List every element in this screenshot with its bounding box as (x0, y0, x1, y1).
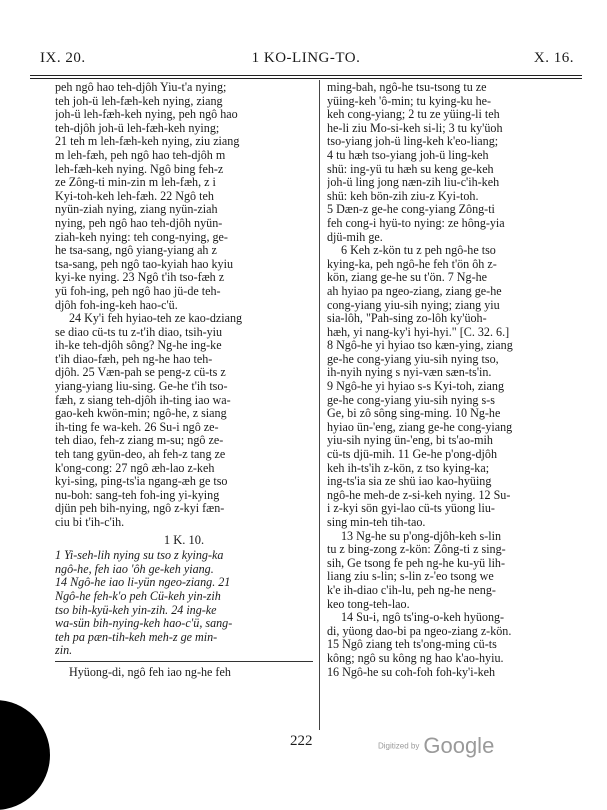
text-line: yüing-keh 'ô-min; tu kying-ku he- (327, 93, 492, 108)
text-line: se diao cü-ts tu z-t'ih diao, tsih-yiu (55, 324, 223, 339)
text-line: teh joh-ü leh-fæh-keh nying, ziang (55, 93, 223, 108)
header-book-title: 1 KO-LING-TO. (251, 50, 361, 66)
text-line: teh tang gyün-deo, ah feh-z tang ze (55, 447, 226, 462)
text-line: nying, peh ngô hao teh-djôh nyün- (55, 215, 223, 230)
page-number: 222 (290, 733, 313, 749)
text-line: yiang-yiang liu-sing. Ge-he t'ih tso- (55, 379, 228, 394)
text-line: fæh, z siang teh-djôh ih-ting iao wa- (55, 392, 231, 407)
text-line: ing-ts'ia sia ze shü iao kao-hyüing (327, 474, 492, 489)
text-line: he-li ziu Mo-si-keh si-li; 3 tu ky'üoh (327, 120, 503, 135)
header-left-reference: IX. 20. (40, 50, 86, 66)
text-line: ah hyiao pa ngeo-ziang, ziang ge-he (327, 283, 502, 298)
text-line: ih-nyih nying s nyi-væn sæn-ts'in. (327, 365, 492, 380)
text-line: yü foh-ing, peh ngô hao jü-de teh- (55, 283, 221, 298)
text-line: leh-fæh-keh nying. Ngô bing feh-z (55, 161, 224, 176)
running-header (30, 50, 582, 72)
text-line: kyi-ke nying. 23 Ngô t'ih tso-fæh z (55, 270, 225, 285)
text-line: Ge, bi zô sông sing-ming. 10 Ng-he (327, 406, 501, 421)
text-line: cü-ts djü-mih. 11 Ge-he p'ong-djôh (327, 447, 498, 462)
text-line: t'ih diao-fæh, peh ng-he hao teh- (55, 351, 213, 366)
header-right-reference: X. 16. (533, 50, 574, 66)
text-line: 24 Ky'i feh hyiao-teh ze kao-dziang (69, 311, 243, 326)
left-body-text (55, 81, 313, 530)
text-line: nyün-ziah nying, ziang nyün-ziah (55, 202, 218, 217)
text-line: nu-boh: sang-teh foh-ing yi-kying (55, 487, 220, 502)
text-line: cong-yiang yiu-sih nying; ziang yiu (327, 297, 500, 312)
text-line: djü-mih ge. (327, 229, 383, 244)
text-line: djôh foh-ing-keh hao-c'ü. (55, 297, 178, 312)
text-line: 9 Ngô-he yi hyiao s-s Kyi-toh, ziang (327, 379, 505, 394)
text-line: keh cong-yiang; 2 tu ze yüing-li teh (327, 107, 500, 122)
text-line: he tsa-sang, ngô yiang-yiang ah z (55, 243, 217, 258)
text-line: gao-keh kwön-min; ngô-he, z siang (55, 406, 227, 421)
text-line: ciu bi t'ih-c'ih. (55, 515, 125, 529)
text-line: tu z bing-zong z-kön: Zông-ti z sing- (327, 542, 506, 557)
text-line: hyiao ün-'eng, ziang ge-he cong-yiang (327, 419, 513, 434)
summary-line: 14 Ngô-he iao li-yün ngeo-ziang. 21 (55, 575, 231, 590)
text-line: feh cong-i hyü-to nying: ze hông-yia (327, 215, 505, 230)
text-line: joh-ü ling jong næn-zih liu-c'ih-keh (327, 175, 500, 190)
chapter-summary (55, 549, 313, 658)
text-line: i z-kyi sön gyi-lao cü-ts yüong liu- (327, 501, 495, 516)
text-line: k'e ih-diao c'ih-lu, peh ng-he neng- (327, 582, 496, 597)
text-line: ge-he cong-yiang yiu-sih nying tso, (327, 351, 499, 366)
summary-line: zin. (55, 643, 73, 658)
text-line: sia-lôh, "Pah-sing zo-lôh ky'üoh- (327, 311, 487, 326)
text-line: keo tong-teh-lao. (327, 596, 410, 611)
text-line: sih, Ge tsong fe peh ng-he ku-yü lih- (327, 555, 506, 570)
text-line: 5 Dæn-z ge-he cong-yiang Zông-ti (327, 202, 495, 217)
text-line: shü: keh bön-zih ziu-z Kyi-toh. (327, 188, 479, 203)
summary-line: 1 Yi-seh-lih nying su tso z kying-ka (55, 548, 224, 563)
text-line: sing min-teh tih-tao. (327, 515, 426, 529)
text-line: kyi-sing, ping-ts'ia ngang-æh ge tso (55, 474, 228, 489)
text-line: 21 teh m leh-fæh-keh nying, ziu ziang (55, 134, 240, 149)
text-line: joh-ü leh-fæh-keh nying, peh ngô hao (55, 107, 238, 122)
text-line: keh ih-ts'ih z-kön, z tso kying-ka; (327, 460, 490, 475)
text-line: ih-ting fe wa-keh. 26 Su-i ngô ze- (55, 419, 219, 434)
text-line: Hyüong-di, ngô feh iao ng-he feh (69, 664, 231, 679)
text-line: ziah-keh nying: teh cong-nying, ge- (55, 229, 228, 244)
text-line: ih-ke teh-djôh sông? Ng-he ing-ke (55, 338, 222, 353)
text-line: 14 Su-i, ngô ts'ing-o-keh hyüong- (341, 610, 505, 625)
chapter-heading: 1 K. 10. (163, 532, 205, 547)
text-line: teh diao, feh-z ziang m-su; ngô ze- (55, 433, 224, 448)
text-line: shü: ing-yü tu hæh su keng ge-keh (327, 161, 494, 176)
text-line: kông; ngô su kông ng hao k'ao-hyiu. (327, 650, 504, 665)
text-line: 8 Ngô-he yi hyiao tso kæn-ying, ziang (327, 338, 513, 353)
text-line: kön, ziang ge-he su t'ön. 7 Ng-he (327, 270, 488, 285)
text-line: djün peh bih-nying, ngô z-kyi fæn- (55, 501, 225, 516)
text-line: 15 Ngô ziang teh ts'ong-ming cü-ts (327, 637, 497, 652)
right-column (327, 81, 579, 679)
text-line: k'ong-cong: 27 ngô æh-lao z-keh (55, 460, 215, 475)
text-line: di, yüong dao-bi pa ngeo-ziang z-kön. (327, 623, 512, 638)
text-line: yiu-sih nying ün-'eng, bi ts'ao-mih (327, 433, 493, 448)
summary-line: teh pa pæn-tih-keh meh-z ge min- (55, 629, 218, 644)
text-line: liang ziu s-lin; s-lin z-'eo tsong we (327, 569, 494, 584)
left-column (55, 81, 313, 680)
google-logo-text: Google (423, 733, 495, 758)
text-line: 13 Ng-he su p'ong-djôh-keh s-lin (341, 528, 502, 543)
summary-rule (55, 661, 313, 662)
text-line: tso-yiang joh-ü ling-keh k'eo-liang; (327, 134, 499, 149)
text-line: hæh, yi nang-ky'i hyi-hyi." [C. 32. 6.] (327, 324, 510, 339)
text-line: tsa-sang, peh ngô tao-kyiah hao kyiu (55, 256, 234, 271)
text-line: ming-bah, ngô-he tsu-tsong tu ze (327, 81, 487, 94)
watermark-prefix: Digitized by (378, 741, 420, 751)
text-line: Kyi-toh-keh leh-fæh. 22 Ngô teh (55, 188, 214, 203)
text-line: 4 tu hæh tso-yiang joh-ü ling-keh (327, 147, 489, 162)
text-line: ge-he cong-yiang yiu-sih nying s-s (327, 392, 495, 407)
text-line: m leh-fæh, peh ngô hao teh-djôh m (55, 147, 226, 162)
text-line: teh-djôh joh-ü leh-fæh-keh nying; (55, 120, 220, 135)
column-divider (319, 80, 320, 730)
header-rule-double (30, 78, 582, 79)
header-rule (30, 75, 582, 76)
text-line: peh ngô hao teh-djôh Yiu-t'a nying; (55, 81, 227, 94)
summary-line: tso bih-kyü-keh yin-zih. 24 ing-ke (55, 602, 217, 617)
text-line: 6 Keh z-kön tu z peh ngô-he tso (341, 243, 496, 258)
text-line: ze Zông-ti min-zin m leh-fæh, z i (55, 175, 216, 190)
summary-line: wa-sün bih-nying-keh hao-c'ü, sang- (55, 616, 233, 631)
scan-shadow-corner (0, 700, 50, 810)
summary-line: Ngô-he feh-k'o peh Cü-keh yin-zih (55, 588, 221, 603)
text-line: ngô-he meh-de z-si-keh nying. 12 Su- (327, 487, 511, 502)
text-line: djôh. 25 Væn-pah se peng-z cü-ts z (55, 365, 226, 380)
summary-line: ngô-he, feh iao 'ôh ge-keh yiang. (55, 561, 214, 576)
google-watermark (378, 733, 494, 759)
text-line: kying-ka, peh ngô-he feh t'ön ôh z- (327, 256, 497, 271)
text-line: 16 Ngô-he su coh-foh foh-ky'i-keh (327, 664, 496, 679)
